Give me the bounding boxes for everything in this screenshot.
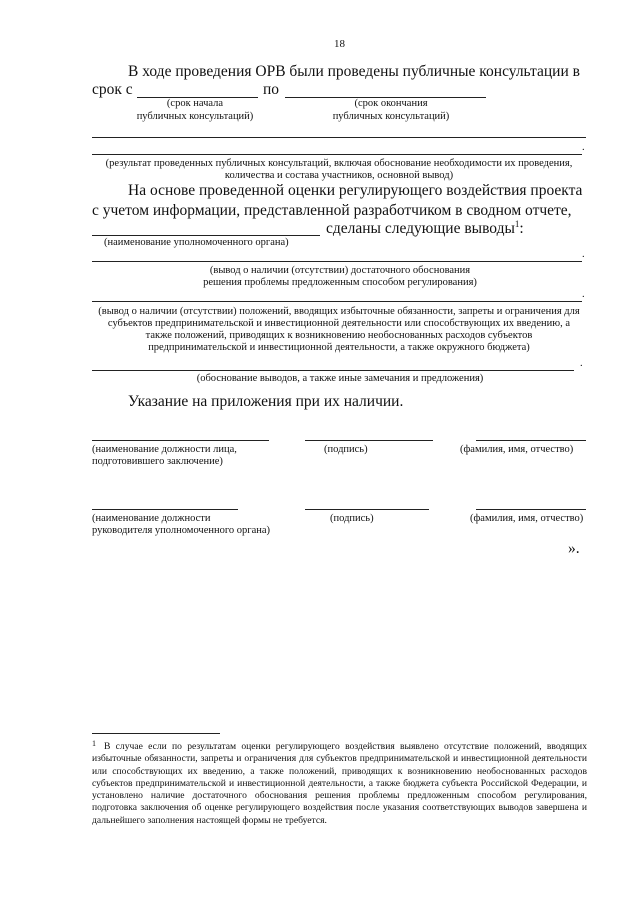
start-caption-1: (срок начала xyxy=(166,98,224,109)
provisions-caption-2: субъектов предпринимательской и инвестиционной деятельности или способствующих их введению, а xyxy=(107,318,571,329)
signature-caption-1: (подпись) xyxy=(324,444,368,455)
position-field-1[interactable] xyxy=(92,440,269,441)
provisions-caption-3: также положений, приводящих к возникновению необоснованных расходов субъектов xyxy=(145,330,533,341)
assessment-conclusions xyxy=(326,219,524,238)
start-caption-2: публичных консультаций) xyxy=(136,111,254,122)
conclusions-text: сделаны следующие выводы xyxy=(326,220,515,238)
organ-field[interactable] xyxy=(92,235,320,236)
position-caption-2a: (наименование должности xyxy=(92,513,211,524)
footnote-mark: 1 xyxy=(92,739,96,748)
basis-dot: . xyxy=(582,249,585,260)
basis-field[interactable] xyxy=(92,261,582,262)
name-field-2[interactable] xyxy=(476,509,586,510)
signature-caption-2: (подпись) xyxy=(330,513,374,524)
name-field-1[interactable] xyxy=(476,440,586,441)
basis-caption-2: решения проблемы предложенным способом регулирования) xyxy=(203,277,477,288)
end-caption-2: публичных консультаций) xyxy=(332,111,450,122)
position-caption-1b: подготовившего заключение) xyxy=(92,456,223,467)
result-caption-2: количества и состава участников, основной вывод) xyxy=(224,170,454,181)
provisions-field[interactable] xyxy=(92,301,582,302)
basis-caption-1: (вывод о наличии (отсутствии) достаточного обоснования xyxy=(209,265,471,276)
result-caption-1: (результат проведенных публичных консультаций, включая обоснование необходимости их проведения, xyxy=(105,158,573,169)
footnote-ref: 1 xyxy=(514,219,520,229)
consult-prefix: срок с xyxy=(92,81,133,98)
result-field-line-1[interactable] xyxy=(92,137,586,138)
position-field-2[interactable] xyxy=(92,509,238,510)
result-dot: . xyxy=(582,142,585,153)
end-caption-1: (срок окончания xyxy=(354,98,428,109)
remarks-caption: (обоснование выводов, а также иные замечания и предложения) xyxy=(196,373,484,384)
conclusions-colon: : xyxy=(519,220,524,238)
assessment-line-1: На основе проведенной оценки регулирующего воздействия проекта xyxy=(128,182,583,199)
position-caption-1a: (наименование должности лица, xyxy=(92,444,237,455)
provisions-caption-1: (вывод о наличии (отсутствии) положений, вводящих избыточные обязанности, запреты и ограничения для xyxy=(98,306,580,317)
footnote-separator xyxy=(92,733,220,734)
assessment-line-2: с учетом информации, представленной разработчиком в сводном отчете, xyxy=(92,202,572,219)
signature-field-1[interactable] xyxy=(305,440,433,441)
position-caption-2b: руководителя уполномоченного органа) xyxy=(92,525,271,536)
provisions-caption-4: предпринимательской и инвестиционной деятельности, а также окружного бюджета) xyxy=(148,342,530,353)
attachments-note: Указание на приложения при их наличии. xyxy=(128,393,404,410)
remarks-field[interactable] xyxy=(92,370,574,371)
consult-line-1: В ходе проведения ОРВ были проведены публичные консультации в xyxy=(128,63,580,80)
organ-caption: (наименование уполномоченного органа) xyxy=(104,237,289,248)
closing-quote: ». xyxy=(568,540,580,557)
consult-mid: по xyxy=(263,81,280,98)
signature-field-2[interactable] xyxy=(305,509,429,510)
provisions-dot: . xyxy=(582,289,585,300)
remarks-dot: . xyxy=(580,358,583,369)
page-number: 18 xyxy=(334,38,345,50)
name-caption-1: (фамилия, имя, отчество) xyxy=(460,444,574,455)
name-caption-2: (фамилия, имя, отчество) xyxy=(470,513,584,524)
result-field-line-2[interactable] xyxy=(92,154,582,155)
footnote-text: В случае если по результатам оценки регулирующего воздействия выявлено отсутствие положений, вводящих избыточные обязанности, запреты и ограничения для субъектов предпринимательской и инвестиционной деятельности или способствующих их введению, а также положений, приводящих к возникновению необоснованных расходов субъектов предпринимательской и инвестиционной деятельности, а также бюджета субъекта Российской Федерации, и установлено наличие достаточного обоснования решения проблемы предложенным способом регулирования, подготовка заключения об оценке регулирующего воздействия после указания соответствующих выводов завершена и дальнейшего заполнения настоящей формы не требуется. xyxy=(92,741,587,826)
